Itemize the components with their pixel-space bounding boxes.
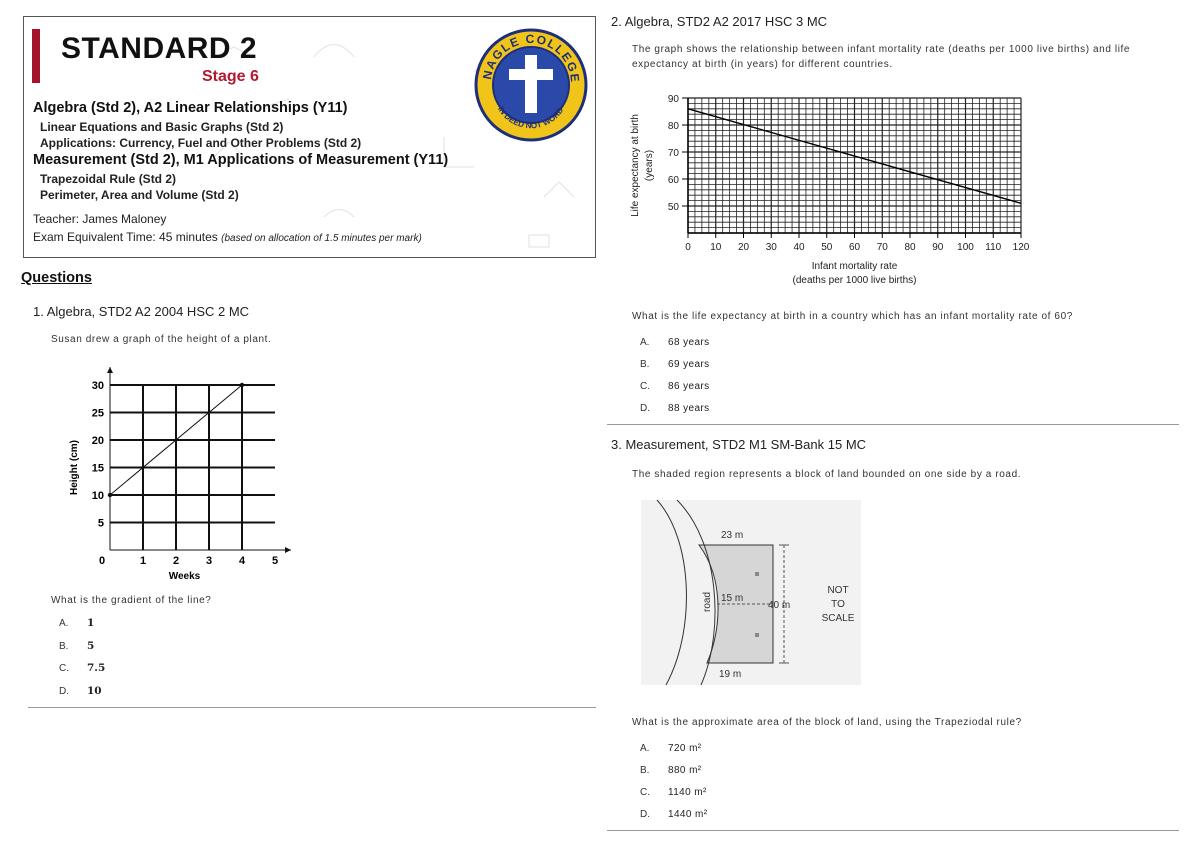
option-letter: B. <box>640 359 650 370</box>
option-value: 1140 m² <box>668 787 707 798</box>
tick-mark <box>755 572 759 576</box>
q2-option-a[interactable] <box>640 332 710 350</box>
x-tick-label: 4 <box>238 555 246 567</box>
header-title: STANDARD 2 <box>61 32 258 65</box>
q3-text: The shaded region represents a block of land bounded on one side by a road. <box>632 469 1022 480</box>
option-letter: B. <box>59 641 69 652</box>
teacher-line: Teacher: James Maloney <box>33 212 167 226</box>
option-letter: D. <box>640 403 650 414</box>
header-box <box>23 16 596 258</box>
label-bottom-width: 19 m <box>719 669 742 680</box>
questions-heading: Questions <box>21 270 92 286</box>
x-tick-label: 20 <box>737 242 750 253</box>
q3-option-b[interactable] <box>640 760 702 778</box>
q2-option-b[interactable] <box>640 354 710 372</box>
y-axis-title: Life expectancy at birth <box>630 114 641 217</box>
q2-option-d[interactable] <box>640 398 710 416</box>
x-tick-label: 0 <box>98 555 106 567</box>
label-height: 40 m <box>768 600 791 611</box>
label-to: TO <box>831 599 845 610</box>
q1-option-d[interactable] <box>59 681 102 699</box>
option-value: 1 <box>87 617 95 629</box>
subtopic-perimeter: Perimeter, Area and Volume (Std 2) <box>40 188 239 202</box>
x-tick-label: 60 <box>848 242 861 253</box>
y-axis-title: Height (cm) <box>69 440 80 495</box>
exam-time: Exam Equivalent Time: 45 minutes <box>33 230 218 244</box>
x-tick-label: 100 <box>957 242 974 253</box>
q3-land-diagram <box>641 500 861 685</box>
logo-motto: IN DEED NOT WORD <box>495 104 566 131</box>
x-tick-label: 3 <box>205 555 213 567</box>
y-tick-label: 5 <box>97 517 104 530</box>
subtopic-applications: Applications: Currency, Fuel and Other Problems (Std 2) <box>40 136 362 150</box>
option-letter: D. <box>640 809 650 820</box>
option-value: 1440 m² <box>668 809 708 820</box>
x-tick-label: 90 <box>932 242 944 253</box>
label-top-width: 23 m <box>721 530 744 541</box>
x-tick-label: 2 <box>172 555 180 567</box>
x-tick-label: 80 <box>904 242 916 253</box>
q1-text: Susan drew a graph of the height of a plant. <box>51 334 272 345</box>
option-value: 88 years <box>668 403 710 414</box>
option-letter: A. <box>59 618 69 629</box>
college-crest-logo <box>474 25 588 147</box>
y-axis-arrow <box>107 367 113 373</box>
option-letter: A. <box>640 337 650 348</box>
y-tick-label: 70 <box>667 148 679 159</box>
option-value: 68 years <box>668 337 710 348</box>
option-value: 86 years <box>668 381 710 392</box>
y-tick-label: 50 <box>667 202 679 213</box>
y-tick-label: 20 <box>91 435 104 447</box>
x-tick-label: 110 <box>985 242 1002 253</box>
y-axis-subtitle: (years) <box>644 149 655 182</box>
option-letter: A. <box>640 743 650 754</box>
option-letter: D. <box>59 686 69 697</box>
x-axis-title: Infant mortality rate <box>811 261 898 272</box>
x-tick-label: 5 <box>271 555 279 567</box>
q3-question: What is the approximate area of the block of land, using the Trapeziodal rule? <box>632 717 1022 728</box>
x-axis-subtitle: (deaths per 1000 live births) <box>792 275 917 286</box>
x-tick-label: 40 <box>793 242 805 253</box>
option-letter: C. <box>640 787 650 798</box>
y-tick-label: 10 <box>91 490 104 502</box>
y-tick-label: 25 <box>91 407 104 420</box>
option-letter: B. <box>640 765 650 776</box>
x-tick-label: 50 <box>821 242 833 253</box>
q3-option-a[interactable] <box>640 738 702 756</box>
option-letter: C. <box>640 381 650 392</box>
logo-top-text: NAGLE COLLEGE <box>480 31 583 84</box>
data-point <box>240 383 244 387</box>
x-tick-label: 0 <box>685 242 691 253</box>
y-tick-label: 60 <box>667 175 679 186</box>
q2-life-expectancy-graph <box>615 88 1035 298</box>
option-value: 880 m² <box>668 765 702 776</box>
y-tick-label: 80 <box>667 121 679 132</box>
subtopic-trapezoidal: Trapezoidal Rule (Std 2) <box>40 172 177 186</box>
label-road: road <box>702 591 713 612</box>
q1-option-c[interactable] <box>59 658 105 676</box>
option-value: 10 <box>87 685 102 697</box>
x-tick-label: 70 <box>876 242 888 253</box>
q3-title: 3. Measurement, STD2 M1 SM-Bank 15 MC <box>611 437 867 452</box>
label-not: NOT <box>827 585 849 596</box>
q2-divider <box>607 424 1179 425</box>
topic-algebra: Algebra (Std 2), A2 Linear Relationships (Y11) <box>33 100 348 116</box>
y-tick-label: 15 <box>91 462 104 475</box>
x-tick-label: 30 <box>765 242 777 253</box>
q1-option-a[interactable] <box>59 613 94 631</box>
x-axis-arrow <box>285 547 291 553</box>
header-stage: Stage 6 <box>202 68 259 85</box>
option-letter: C. <box>59 663 69 674</box>
topic-measurement: Measurement (Std 2), M1 Applications of Measurement (Y11) <box>33 152 449 168</box>
q3-option-c[interactable] <box>640 782 707 800</box>
y-tick-label: 90 <box>667 94 679 105</box>
exam-time-line <box>33 230 422 244</box>
q1-option-b[interactable] <box>59 636 94 654</box>
q2-text: The graph shows the relationship between infant mortality rate (deaths per 1000 live births) and life expectancy at birth (in years) for different countries. <box>632 44 1131 70</box>
q3-option-d[interactable] <box>640 804 708 822</box>
x-tick-label: 120 <box>1012 242 1030 253</box>
x-tick-label: 1 <box>139 555 147 567</box>
x-axis-title: Weeks <box>168 571 201 582</box>
q1-title: 1. Algebra, STD2 A2 2004 HSC 2 MC <box>33 304 250 319</box>
q2-title: 2. Algebra, STD2 A2 2017 HSC 3 MC <box>611 14 828 29</box>
option-value: 7.5 <box>87 662 106 674</box>
x-tick-label: 10 <box>710 242 722 253</box>
option-value: 69 years <box>668 359 710 370</box>
header-accent-bar <box>32 29 40 83</box>
label-middle-width: 15 m <box>721 593 744 604</box>
q1-height-graph <box>55 360 279 585</box>
q1-divider <box>28 707 596 708</box>
subtopic-linear-equations: Linear Equations and Basic Graphs (Std 2) <box>40 120 284 134</box>
q2-question: What is the life expectancy at birth in a country which has an infant mortality rate of 60? <box>632 311 1073 322</box>
exam-time-note: (based on allocation of 1.5 minutes per mark) <box>221 233 422 244</box>
q3-divider <box>607 830 1179 831</box>
data-point <box>108 493 112 497</box>
q2-option-c[interactable] <box>640 376 710 394</box>
label-scale: SCALE <box>821 613 855 624</box>
option-value: 720 m² <box>668 743 702 754</box>
y-tick-label: 30 <box>91 380 104 392</box>
option-value: 5 <box>87 640 95 652</box>
q1-question: What is the gradient of the line? <box>51 595 212 606</box>
tick-mark <box>755 633 759 637</box>
